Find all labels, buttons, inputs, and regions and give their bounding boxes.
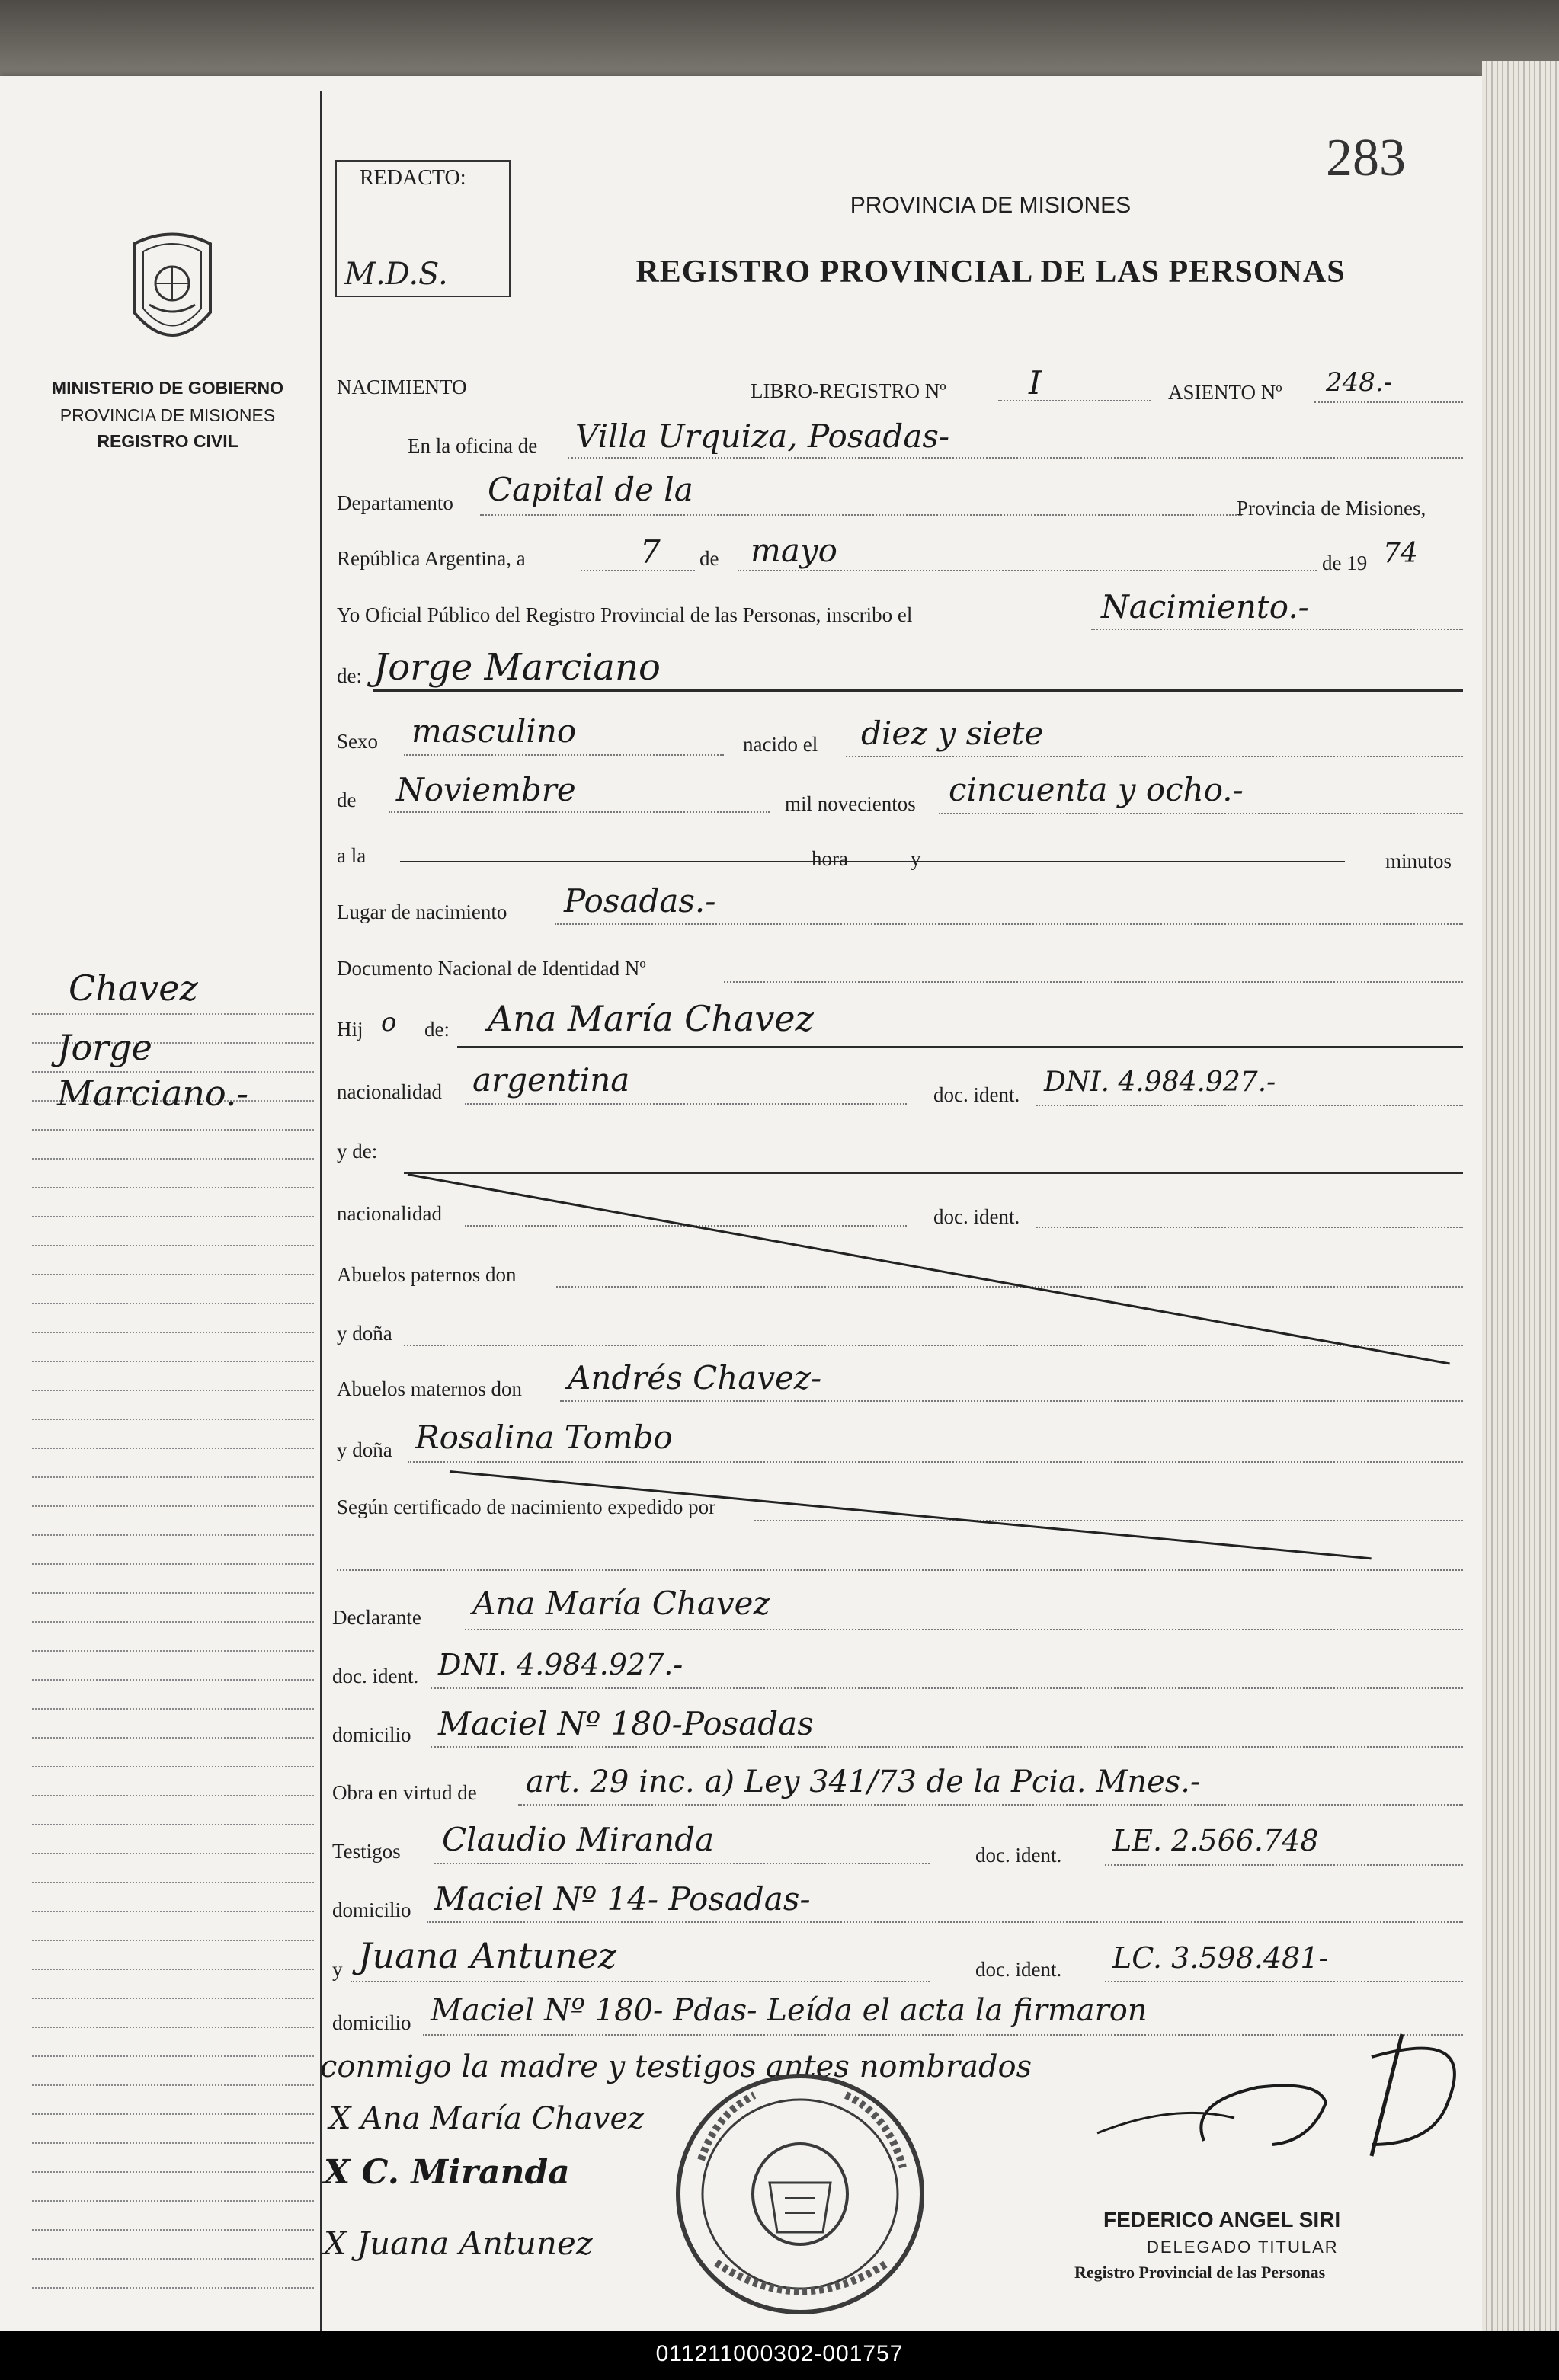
- nacionalidad-value: argentina: [472, 1061, 630, 1099]
- margin-ruled-line: [32, 1708, 314, 1710]
- margin-ruled-line: [32, 2142, 314, 2144]
- margin-ruled-line: [32, 1158, 314, 1160]
- hijo-suffix: o: [381, 1007, 397, 1038]
- margin-ruled-line: [32, 2055, 314, 2057]
- declarante-line: [465, 1629, 1463, 1630]
- de-month-label: de: [337, 789, 357, 811]
- signature-witness2: X Juana Antunez: [324, 2225, 593, 2262]
- hora-strike-line: [400, 861, 1345, 862]
- inscribo-line: [1091, 629, 1463, 630]
- name-line: [373, 689, 1463, 692]
- abuelos-mat-label: Abuelos maternos don: [337, 1377, 522, 1400]
- year-label: de 19: [1322, 552, 1368, 574]
- abuelos-pat-line: [556, 1286, 1463, 1288]
- sexo-line: [404, 754, 724, 756]
- abuelo-mat-line: [560, 1400, 1463, 1402]
- margin-ruled-line: [32, 1332, 314, 1333]
- signature-witness1: X C. Miranda: [324, 2153, 570, 2192]
- margin-ruled-line: [32, 1303, 314, 1304]
- margin-ruled-line: [32, 1911, 314, 1912]
- margin-ruled-line: [32, 1998, 314, 1999]
- asiento-line: [1314, 401, 1463, 403]
- margin-ruled-line: [32, 1245, 314, 1246]
- margin-note-middle-name: Marciano.-: [57, 1073, 249, 1114]
- name-value: Jorge Marciano: [373, 646, 661, 689]
- de-name-label: de:: [337, 664, 362, 687]
- y-dona-label: y doña: [337, 1322, 392, 1345]
- margin-ruled-line: [32, 1737, 314, 1739]
- hora-label: hora: [812, 847, 848, 870]
- lugar-line: [555, 923, 1463, 925]
- testigo2-value: Juana Antunez: [358, 1935, 617, 1976]
- libro-line: [998, 400, 1151, 401]
- mother-doc-value: DNI. 4.984.927.-: [1044, 1067, 1276, 1098]
- sexo-label: Sexo: [337, 730, 378, 753]
- month-line: [738, 570, 1317, 571]
- testigo1-dom-value: Maciel Nº 14- Posadas-: [434, 1880, 811, 1918]
- redacto-label: REDACTO:: [360, 166, 466, 190]
- nacido-line: [846, 756, 1463, 757]
- official-title: DELEGADO TITULAR: [1147, 2238, 1339, 2257]
- y-de-label: y de:: [337, 1140, 378, 1163]
- official-office: Registro Provincial de las Personas: [1074, 2263, 1326, 2282]
- doc-ident-label: doc. ident.: [933, 1083, 1020, 1106]
- dni-label: Documento Nacional de Identidad Nº: [337, 957, 646, 980]
- margin-ruled-line: [32, 1969, 314, 1970]
- margin-ruled-line: [32, 1187, 314, 1188]
- doc-ident2-label: doc. ident.: [933, 1205, 1020, 1228]
- margin-ruled-line: [32, 2200, 314, 2202]
- margin-ruled-line: [32, 2229, 314, 2231]
- page-number: 283: [1326, 129, 1406, 187]
- margin-ruled-line: [32, 1505, 314, 1507]
- testigo1-dom-line: [427, 1921, 1463, 1923]
- margin-ruled-line: [32, 1882, 314, 1883]
- margin-ruled-line: [32, 1650, 314, 1652]
- margin-ruled-line: [32, 1013, 314, 1015]
- margin-ruled-line: [32, 1216, 314, 1217]
- mother-doc-line: [1036, 1105, 1463, 1106]
- margin-ruled-line: [32, 1853, 314, 1854]
- de-label: de: [699, 547, 719, 570]
- mother-value: Ana María Chavez: [488, 998, 814, 1039]
- departamento-value: Capital de la: [488, 471, 693, 508]
- header-province: PROVINCIA DE MISIONES: [850, 193, 1132, 218]
- margin-ruled-line: [32, 2258, 314, 2260]
- segun-line-2: [337, 1569, 1463, 1571]
- margin-ruled-line: [32, 1390, 314, 1391]
- mother-line: [457, 1046, 1463, 1048]
- declarante-value: Ana María Chavez: [472, 1585, 770, 1622]
- day-value: 7: [640, 533, 661, 571]
- margin-note-first-name: Jorge: [57, 1027, 152, 1068]
- domicilio-line: [431, 1746, 1463, 1748]
- departamento-line: [480, 514, 1242, 516]
- declarante-label: Declarante: [332, 1606, 421, 1629]
- testigo1-line: [434, 1863, 930, 1864]
- header-registry: REGISTRO PROVINCIAL DE LAS PERSONAS: [635, 254, 1346, 290]
- departamento-label: Departamento: [337, 491, 453, 514]
- month-value: mayo: [751, 532, 837, 569]
- margin-ruled-line: [32, 1824, 314, 1825]
- oficina-label: En la oficina de: [408, 434, 538, 457]
- page-stack-edge: [1482, 61, 1559, 2339]
- abuela-mat-line: [408, 1461, 1463, 1463]
- inscribo-value: Nacimiento.-: [1101, 588, 1309, 625]
- margin-ruled-line: [32, 1274, 314, 1275]
- domicilio-value: Maciel Nº 180-Posadas: [438, 1705, 814, 1742]
- domicilio2-label: domicilio: [332, 1899, 411, 1921]
- oficial-label: Yo Oficial Público del Registro Provincial de las Personas, inscribo el: [337, 603, 913, 626]
- asiento-label: ASIENTO Nº: [1168, 381, 1282, 404]
- abuelos-pat-label: Abuelos paternos don: [337, 1263, 517, 1286]
- birth-year-line: [939, 813, 1463, 814]
- oficina-line: [568, 457, 1463, 459]
- y-label: y: [911, 847, 921, 870]
- redacto-box: [335, 160, 511, 297]
- provincia-label: Provincia de Misiones,: [1237, 497, 1426, 520]
- segun-line: [754, 1520, 1463, 1521]
- margin-ruled-line: [32, 2027, 314, 2028]
- ala-label: a la: [337, 844, 367, 867]
- y-dona2-label: y doña: [337, 1438, 392, 1461]
- doc-ident4-label: doc. ident.: [975, 1844, 1062, 1867]
- margin-ruled-line: [32, 2287, 314, 2289]
- nacionalidad-line: [465, 1103, 907, 1105]
- margin-ruled-line: [32, 1940, 314, 1941]
- nacionalidad-label: nacionalidad: [337, 1080, 442, 1103]
- abuela-mat-value: Rosalina Tombo: [415, 1419, 673, 1456]
- official-name: FEDERICO ANGEL SIRI: [1103, 2208, 1341, 2231]
- margin-ruled-line: [32, 1621, 314, 1623]
- abuelo-mat-value: Andrés Chavez-: [568, 1359, 822, 1396]
- testigo1-value: Claudio Miranda: [442, 1821, 715, 1858]
- margin-ruled-line: [32, 2113, 314, 2115]
- lugar-label: Lugar de nacimiento: [337, 900, 507, 923]
- obra-line: [518, 1804, 1463, 1806]
- asiento-value: 248.-: [1326, 367, 1393, 398]
- birth-month-line: [389, 811, 770, 813]
- birth-year-value: cincuenta y ocho.-: [949, 771, 1244, 808]
- margin-ruled-line: [32, 1419, 314, 1420]
- declarante-doc-line: [431, 1687, 1463, 1689]
- year-value: 74: [1383, 538, 1418, 569]
- obra-value: art. 29 inc. a) Ley 341/73 de la Pcia. Mnes.-: [526, 1764, 1201, 1799]
- closing-value: conmigo la madre y testigos antes nombrados: [320, 2049, 1032, 2084]
- nacimiento-label: NACIMIENTO: [337, 376, 467, 398]
- republica-label: República Argentina, a: [337, 547, 526, 570]
- margin-ruled-line: [32, 1679, 314, 1681]
- redacto-initials: M.D.S.: [344, 257, 448, 292]
- hijo-label: Hij: [337, 1018, 363, 1041]
- testigo2-doc-value: LC. 3.598.481-: [1112, 1941, 1329, 1975]
- y2-label: y: [332, 1958, 343, 1981]
- testigos-label: Testigos: [332, 1840, 401, 1863]
- doc-ident5-label: doc. ident.: [975, 1958, 1062, 1981]
- margin-ruled-line: [32, 1361, 314, 1362]
- testigo1-doc-line: [1105, 1864, 1463, 1866]
- nacido-value: diez y siete: [861, 715, 1044, 752]
- libro-label: LIBRO-REGISTRO Nº: [751, 379, 946, 402]
- margin-ruled-line: [32, 1795, 314, 1796]
- margin-ruled-line: [32, 2171, 314, 2173]
- dni-line: [724, 981, 1463, 983]
- margin-ruled-line: [32, 1129, 314, 1131]
- official-signature-icon: [1052, 2011, 1478, 2164]
- ministry-line3: REGISTRO CIVIL: [97, 431, 238, 451]
- ministry-line1: MINISTERIO DE GOBIERNO: [51, 378, 284, 398]
- margin-ruled-line: [32, 1448, 314, 1449]
- doc-ident2-line: [1036, 1227, 1463, 1228]
- margin-ruled-line: [32, 2084, 314, 2086]
- provincial-seal-icon: [119, 229, 226, 358]
- domicilio3-label: domicilio: [332, 2011, 411, 2034]
- testigo1-doc-value: LE. 2.566.748: [1112, 1824, 1319, 1857]
- sexo-value: masculino: [411, 712, 577, 750]
- nacido-label: nacido el: [743, 733, 818, 756]
- hijo-de-label: de:: [424, 1018, 450, 1041]
- oficina-value: Villa Urquiza, Posadas-: [575, 417, 950, 455]
- testigo2-dom-value: Maciel Nº 180- Pdas- Leída el acta la firmaron: [431, 1993, 1148, 2028]
- birth-month-value: Noviembre: [396, 771, 576, 808]
- official-stamp-icon: [671, 2068, 930, 2320]
- ministry-line2: PROVINCIA DE MISIONES: [59, 405, 276, 425]
- segun-label: Según certificado de nacimiento expedido por: [337, 1495, 716, 1518]
- obra-label: Obra en virtud de: [332, 1781, 477, 1804]
- scan-footer-id: 011211000302-001757: [655, 2341, 904, 2366]
- father-line: [404, 1172, 1463, 1174]
- declarante-doc-value: DNI. 4.984.927.-: [438, 1648, 683, 1681]
- nacionalidad2-label: nacionalidad: [337, 1202, 442, 1225]
- signature-mother: X Ana María Chavez: [329, 2101, 645, 2136]
- testigo2-line: [351, 1981, 930, 1982]
- lugar-value: Posadas.-: [564, 882, 716, 920]
- margin-note-surname: Chavez: [69, 968, 198, 1009]
- margin-divider: [320, 91, 322, 2331]
- margin-ruled-line: [32, 1766, 314, 1767]
- margin-ruled-line: [32, 1534, 314, 1536]
- margin-ruled-line: [32, 1476, 314, 1478]
- testigo2-doc-line: [1105, 1981, 1463, 1982]
- domicilio-label: domicilio: [332, 1723, 411, 1746]
- libro-value: I: [1029, 364, 1042, 401]
- doc-ident3-label: doc. ident.: [332, 1665, 419, 1687]
- y-dona-line: [404, 1345, 1463, 1346]
- day-line: [581, 570, 695, 571]
- minutos-label: minutos: [1385, 849, 1452, 872]
- mil-label: mil novecientos: [785, 792, 916, 815]
- margin-ruled-line: [32, 1563, 314, 1565]
- margin-ruled-line: [32, 1592, 314, 1594]
